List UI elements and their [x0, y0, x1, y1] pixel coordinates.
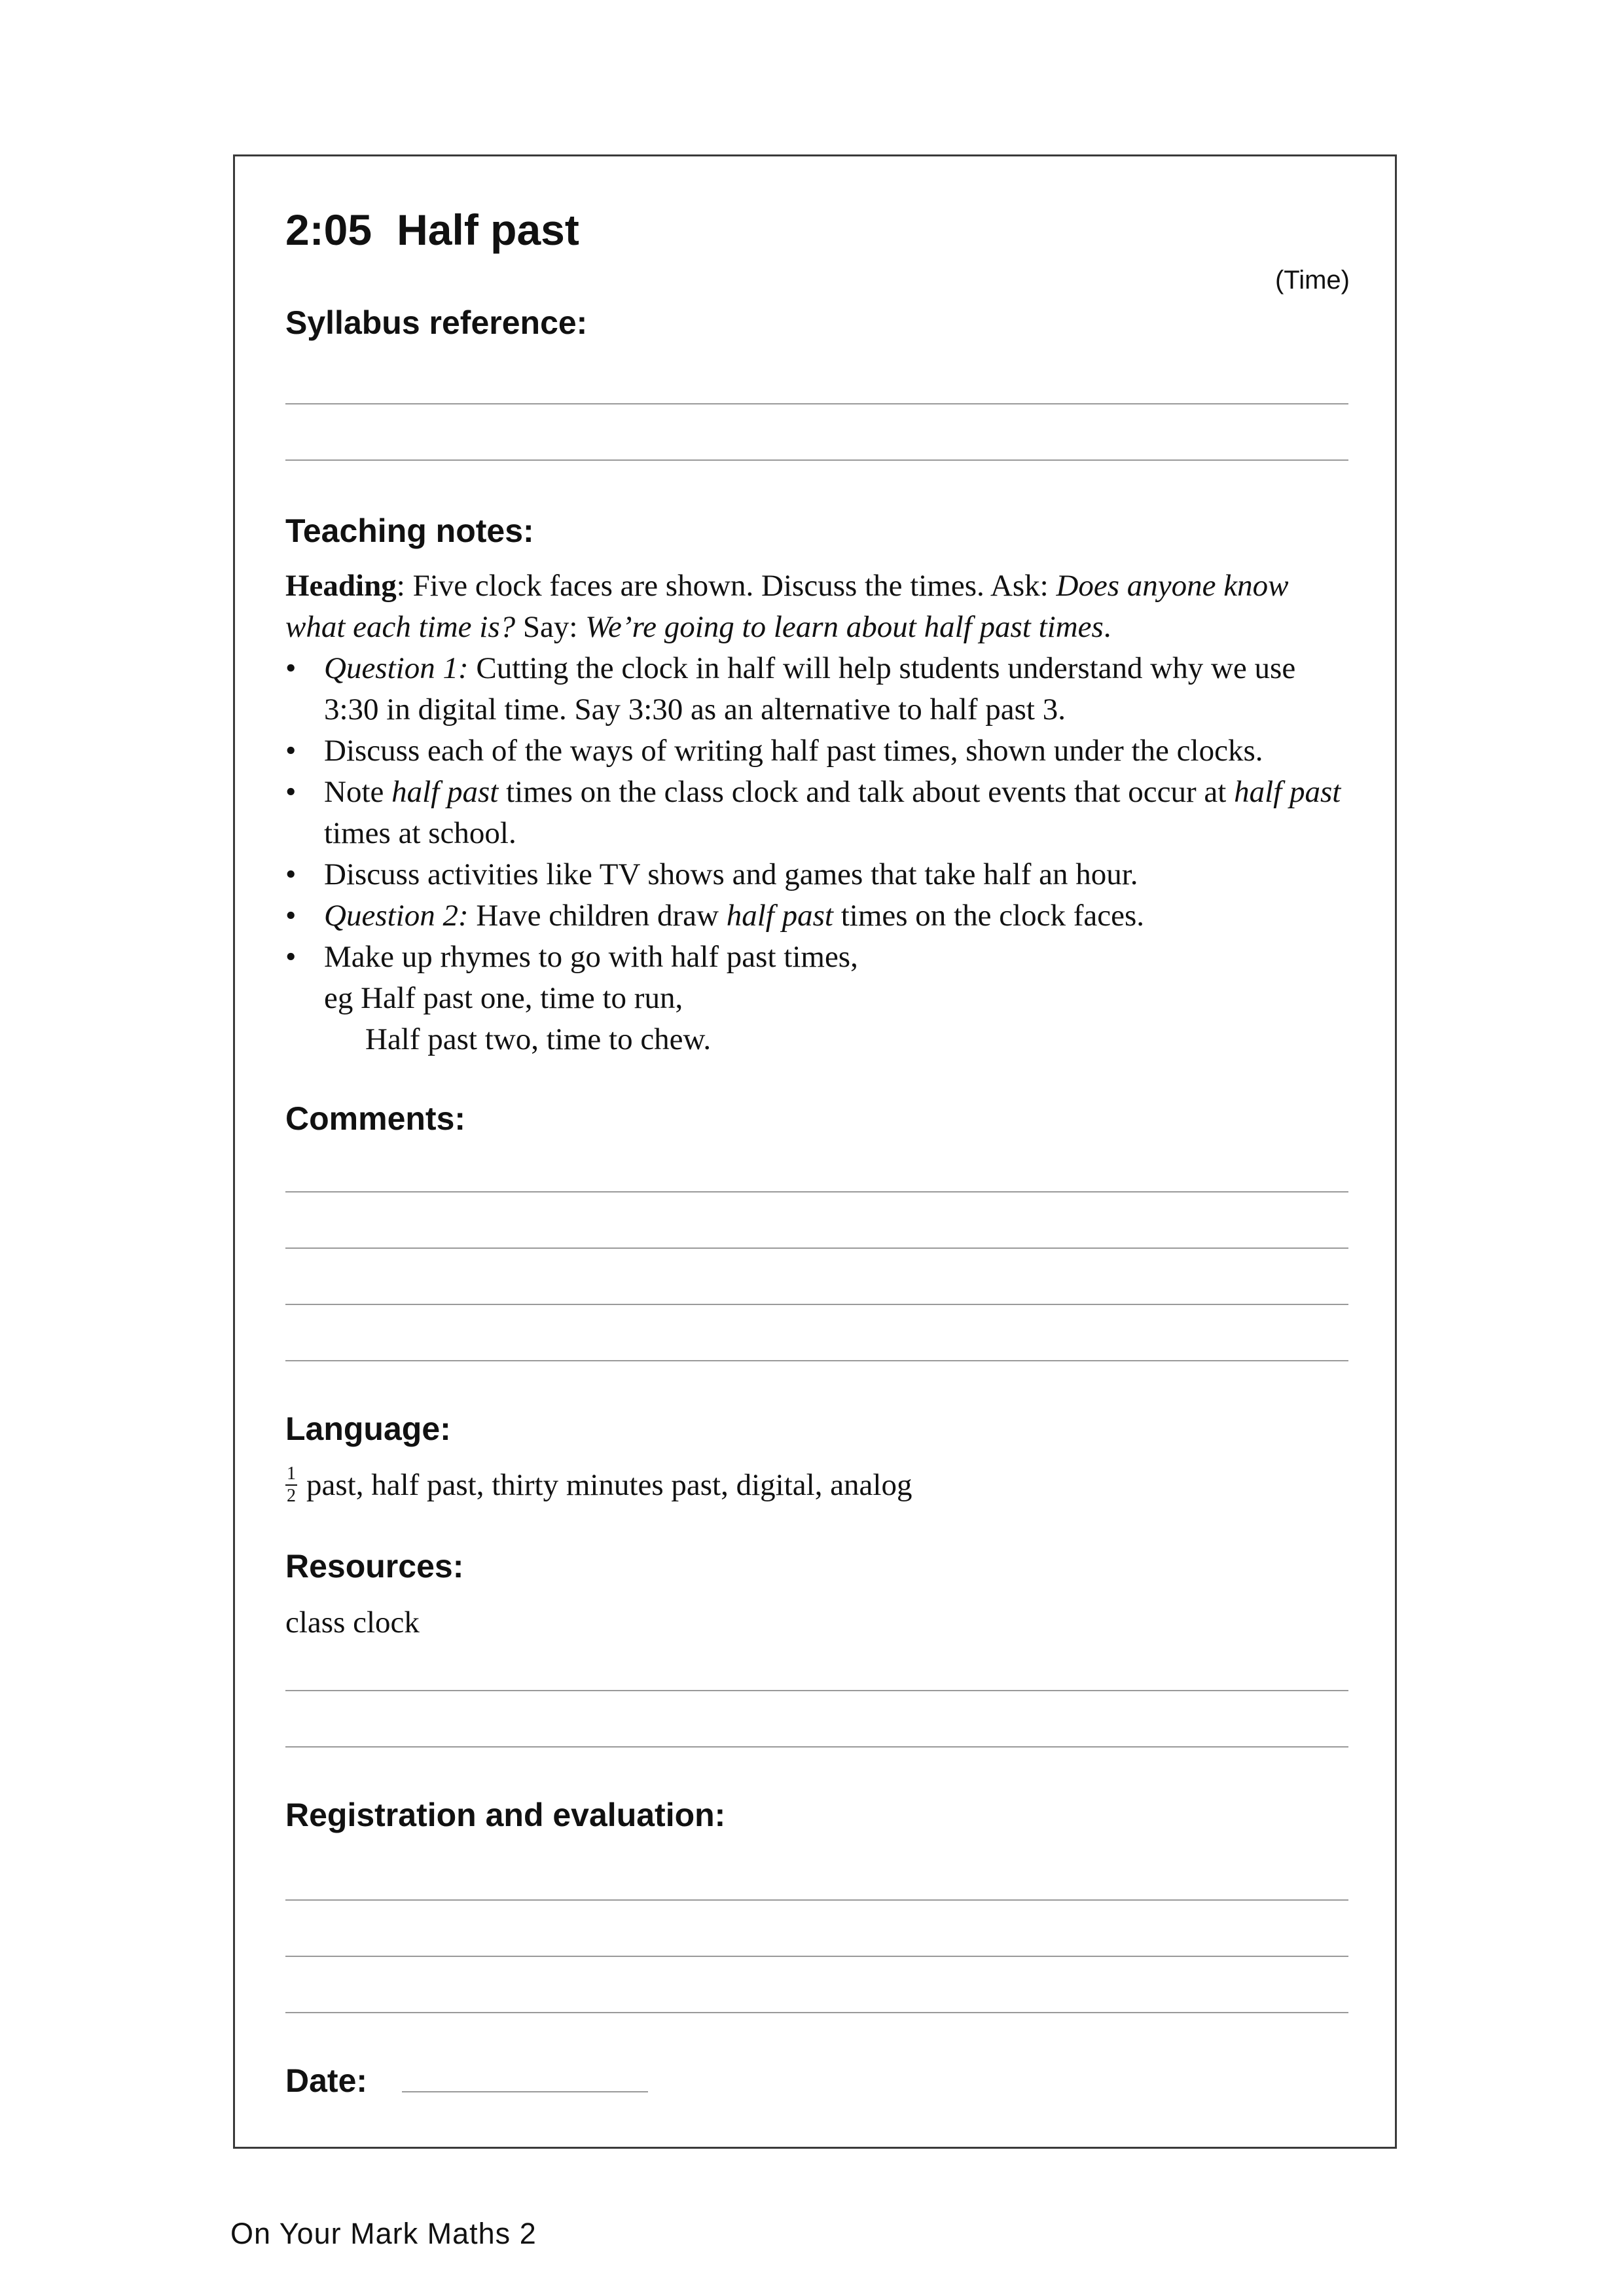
comments-writing-line-2[interactable] [285, 1247, 1348, 1249]
emphasis: half past [1234, 775, 1341, 809]
registration-writing-line-2[interactable] [285, 1956, 1348, 1957]
bullet-text: Discuss activities like TV shows and games that take half an hour. [324, 857, 1138, 891]
bullet-text: Note [324, 775, 392, 809]
resources-writing-line-2[interactable] [285, 1746, 1348, 1748]
registration-heading: Registration and evaluation: [285, 1797, 726, 1833]
comments-writing-line-1[interactable] [285, 1191, 1348, 1193]
bullet-dot: • [285, 734, 297, 768]
resources-text: class clock [285, 1605, 420, 1640]
list-item [285, 772, 1352, 854]
teaching-notes-heading: Teaching notes: [285, 512, 534, 549]
list-item [285, 854, 1352, 895]
bullet-dot: • [285, 651, 297, 685]
fraction-denominator: 2 [287, 1486, 296, 1507]
comments-heading: Comments: [285, 1100, 466, 1137]
list-item [285, 895, 1352, 937]
language-heading: Language: [285, 1410, 451, 1447]
bullet-dot: • [285, 940, 297, 974]
worksheet-frame [233, 154, 1397, 2149]
teaching-notes-body [285, 565, 1352, 1060]
lesson-title: Half past [397, 206, 579, 254]
bullet-dot: • [285, 857, 297, 891]
bullet-dot: • [285, 899, 297, 933]
comments-writing-line-3[interactable] [285, 1304, 1348, 1305]
lesson-code: 2:05 [285, 206, 372, 254]
heading-text: Say: [515, 610, 586, 644]
heading-say: We’re going to learn about half past times [585, 610, 1104, 644]
bullet-text: Cutting the clock in half will help students understand why we use 3:30 in digital time. Say 3:30 as an alternative to half past 3. [324, 651, 1296, 726]
heading-text: . [1103, 610, 1111, 644]
bullet-text: Make up rhymes to go with half past times, [324, 940, 858, 974]
registration-writing-line-3[interactable] [285, 2012, 1348, 2013]
comments-writing-line-4[interactable] [285, 1360, 1348, 1361]
question-label: Question 2: [324, 899, 469, 933]
emphasis: half past [391, 775, 499, 809]
half-fraction [285, 1465, 297, 1505]
heading-text: : Five clock faces are shown. Discuss the times. Ask: [396, 569, 1056, 603]
resources-writing-line-1[interactable] [285, 1690, 1348, 1691]
emphasis: half past [726, 899, 833, 933]
list-item [285, 648, 1352, 730]
registration-writing-line-1[interactable] [285, 1899, 1348, 1901]
footer-book-title: On Your Mark Maths 2 [230, 2217, 537, 2250]
list-item [285, 937, 1352, 978]
date-field-line[interactable] [402, 2091, 648, 2092]
teaching-bullets [285, 648, 1352, 978]
question-label: Question 1: [324, 651, 469, 685]
date-label: Date: [285, 2062, 368, 2099]
bullet-text: times at school. [324, 816, 516, 850]
list-item [285, 730, 1352, 772]
resources-heading: Resources: [285, 1548, 464, 1585]
syllabus-writing-line-1[interactable] [285, 403, 1348, 404]
syllabus-writing-line-2[interactable] [285, 459, 1348, 461]
bullet-text: Have children draw [468, 899, 727, 933]
bullet-text: times on the class clock and talk about events that occur at [498, 775, 1235, 809]
fraction-numerator: 1 [285, 1465, 297, 1486]
page-title [285, 206, 579, 254]
language-text [285, 1465, 1352, 1508]
bullet-dot: • [285, 775, 297, 809]
bullet-text: Discuss each of the ways of writing half past times, shown under the clocks. [324, 734, 1263, 768]
heading-paragraph [285, 565, 1352, 648]
syllabus-heading: Syllabus reference: [285, 304, 588, 341]
heading-question: Does anyone know what each time is? [285, 569, 1289, 644]
language-terms: past, half past, thirty minutes past, digital, analog [306, 1468, 912, 1502]
bullet-text: times on the clock faces. [833, 899, 1145, 933]
rhyme-line-2: Half past two, time to chew. [365, 1022, 712, 1056]
heading-label: Heading [285, 569, 397, 603]
time-label: (Time) [1274, 266, 1350, 295]
rhyme-line-1: eg Half past one, time to run, [324, 981, 683, 1015]
